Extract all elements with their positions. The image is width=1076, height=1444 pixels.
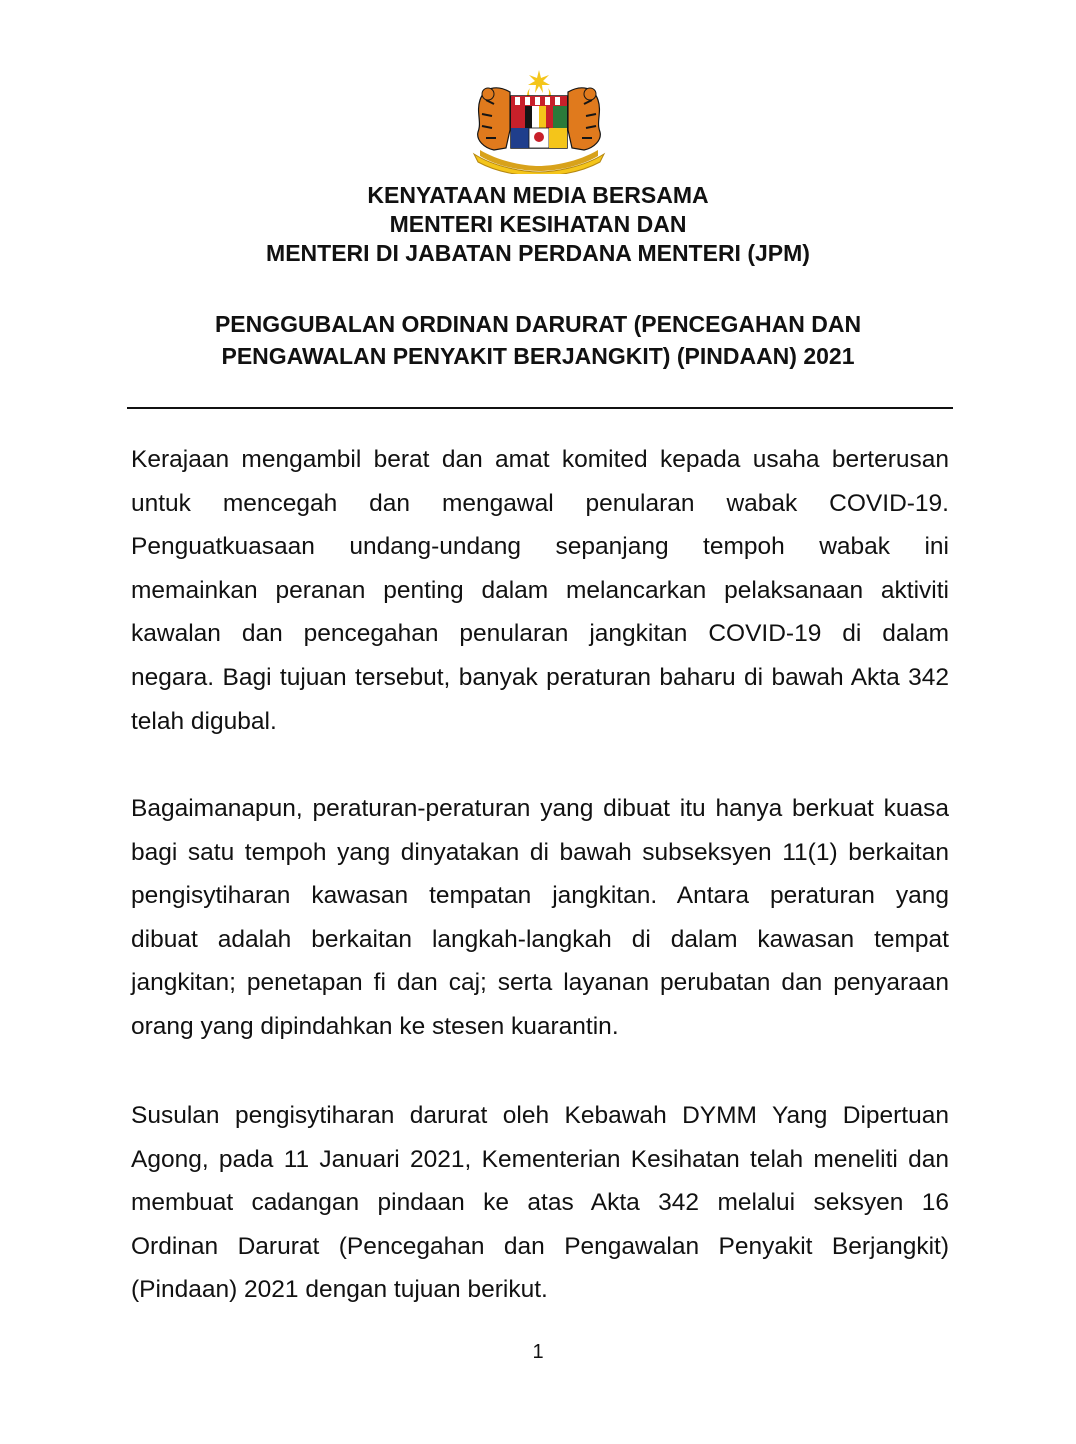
- body-paragraph-2: [131, 787, 949, 1049]
- paragraph-line: jangkitan; penetapan fi dan caj; serta layanan perubatan dan penyaraan: [131, 969, 949, 997]
- statement-subject-heading: [0, 308, 1076, 372]
- paragraph-line: telah digubal.: [131, 707, 277, 735]
- title-line: MENTERI DI JABATAN PERDANA MENTERI (JPM): [266, 240, 810, 266]
- paragraph-line: (Pindaan) 2021 dengan tujuan berikut.: [131, 1276, 548, 1304]
- paragraph-line: orang yang dipindahkan ke stesen kuarantin.: [131, 1012, 619, 1040]
- paragraph-line: Susulan pengisytiharan darurat oleh Kebawah DYMM Yang Dipertuan: [131, 1102, 949, 1129]
- paragraph-line: Kerajaan mengambil berat dan amat komited kepada usaha berterusan: [131, 446, 949, 473]
- paragraph-line: Ordinan Darurat (Pencegahan dan Pengawalan Penyakit Berjangkit): [131, 1232, 949, 1260]
- paragraph-line: dibuat adalah berkaitan langkah-langkah di dalam kawasan tempat: [131, 925, 949, 953]
- horizontal-divider: [127, 407, 953, 409]
- body-paragraph-1: [131, 438, 949, 743]
- paragraph-line: membuat cadangan pindaan ke atas Akta 342 melalui seksyen 16: [131, 1189, 949, 1217]
- paragraph-line: kawalan dan pencegahan penularan jangkitan COVID-19 di dalam: [131, 620, 949, 648]
- subject-line: PENGAWALAN PENYAKIT BERJANGKIT) (PINDAAN) 2021: [221, 343, 855, 369]
- paragraph-line: memainkan peranan penting dalam melancarkan pelaksanaan aktiviti: [131, 576, 949, 604]
- paragraph-line: untuk mencegah dan mengawal penularan wabak COVID-19.: [131, 489, 949, 517]
- paragraph-line: pengisytiharan kawasan tempatan jangkitan. Antara peraturan yang: [131, 882, 949, 910]
- title-line: MENTERI KESIHATAN DAN: [389, 211, 687, 237]
- media-statement-title: [0, 181, 1076, 268]
- paragraph-line: Bagaimanapun, peraturan-peraturan yang dibuat itu hanya berkuat kuasa: [131, 795, 949, 822]
- paragraph-line: Agong, pada 11 Januari 2021, Kementerian Kesihatan telah meneliti dan: [131, 1145, 949, 1173]
- paragraph-line: bagi satu tempoh yang dinyatakan di bawah subseksyen 11(1) berkaitan: [131, 838, 949, 866]
- paragraph-line: negara. Bagi tujuan tersebut, banyak peraturan baharu di bawah Akta 342: [131, 663, 949, 691]
- body-paragraph-3: [131, 1094, 949, 1312]
- page-number: 1: [532, 1341, 544, 1363]
- subject-line: PENGGUBALAN ORDINAN DARURAT (PENCEGAHAN DAN: [214, 311, 862, 337]
- malaysia-coat-of-arms-icon: [466, 70, 612, 174]
- paragraph-line: Penguatkuasaan undang-undang sepanjang tempoh wabak ini: [131, 533, 949, 561]
- title-line: KENYATAAN MEDIA BERSAMA: [367, 182, 709, 208]
